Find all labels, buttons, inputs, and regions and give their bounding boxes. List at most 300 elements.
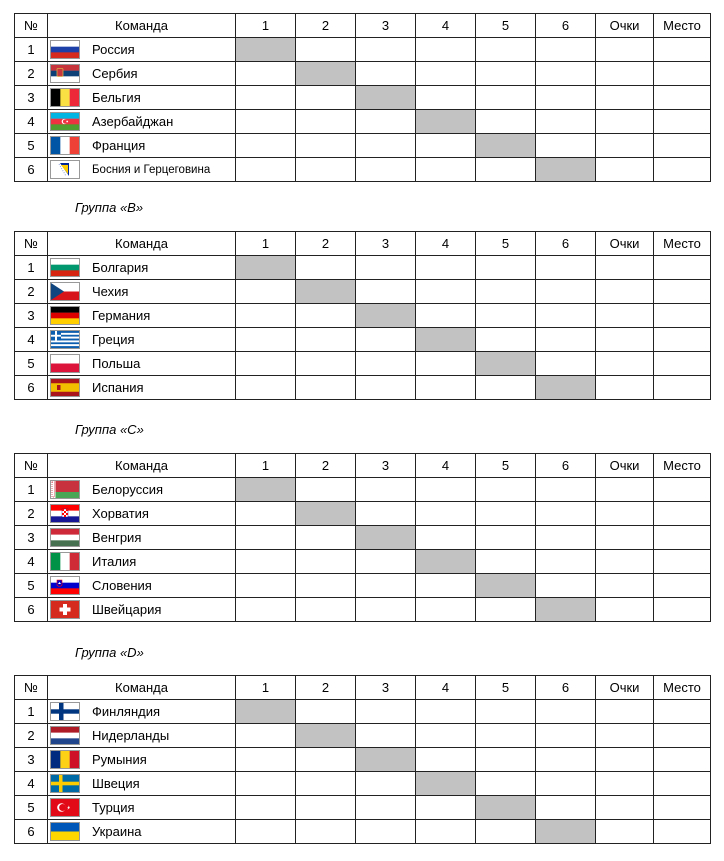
result-cell[interactable] [236, 598, 296, 622]
points-cell[interactable] [596, 304, 654, 328]
points-cell[interactable] [596, 724, 654, 748]
header-opponent-col: 6 [536, 676, 596, 700]
header-opponent-col: 5 [476, 232, 536, 256]
result-cell[interactable] [296, 598, 356, 622]
team-cell-content [50, 352, 235, 375]
points-cell[interactable] [596, 820, 654, 844]
points-cell[interactable] [596, 478, 654, 502]
result-cell[interactable] [356, 772, 416, 796]
team-cell [48, 598, 236, 622]
team-number: 5 [15, 796, 48, 820]
points-cell[interactable] [596, 550, 654, 574]
team-cell-content [50, 304, 235, 327]
team-number: 5 [15, 134, 48, 158]
result-cell[interactable] [296, 256, 356, 280]
header-opponent-col: 3 [356, 14, 416, 38]
result-cell[interactable] [416, 478, 476, 502]
place-cell[interactable] [654, 134, 711, 158]
team-number: 3 [15, 304, 48, 328]
self-match-cell [416, 328, 476, 352]
team-cell-content [50, 280, 235, 303]
header-opponent-col: 4 [416, 676, 476, 700]
result-cell[interactable] [536, 478, 596, 502]
result-cell[interactable] [296, 38, 356, 62]
result-cell[interactable] [536, 304, 596, 328]
table-row [15, 62, 711, 86]
result-cell[interactable] [536, 256, 596, 280]
self-match-cell [536, 376, 596, 400]
netherlands-flag-icon [50, 726, 80, 745]
result-cell[interactable] [536, 772, 596, 796]
result-cell[interactable] [536, 328, 596, 352]
team-name: Украина [92, 824, 142, 839]
result-cell[interactable] [476, 86, 536, 110]
result-cell[interactable] [416, 304, 476, 328]
result-cell[interactable] [476, 376, 536, 400]
header-opponent-col: 5 [476, 14, 536, 38]
team-cell [48, 352, 236, 376]
place-cell[interactable] [654, 574, 711, 598]
result-cell[interactable] [476, 304, 536, 328]
result-cell[interactable] [296, 328, 356, 352]
result-cell[interactable] [356, 38, 416, 62]
table-row [15, 256, 711, 280]
result-cell[interactable] [476, 724, 536, 748]
header-team: Команда [48, 232, 236, 256]
result-cell[interactable] [356, 352, 416, 376]
place-cell[interactable] [654, 328, 711, 352]
result-cell[interactable] [476, 820, 536, 844]
points-cell[interactable] [596, 328, 654, 352]
result-cell[interactable] [236, 724, 296, 748]
team-cell-content [50, 796, 235, 819]
result-cell[interactable] [236, 820, 296, 844]
points-cell[interactable] [596, 110, 654, 134]
header-opponent-col: 2 [296, 14, 356, 38]
team-number: 3 [15, 86, 48, 110]
team-number: 1 [15, 478, 48, 502]
points-cell[interactable] [596, 280, 654, 304]
result-cell[interactable] [476, 280, 536, 304]
result-cell[interactable] [296, 376, 356, 400]
points-cell[interactable] [596, 62, 654, 86]
table-row [15, 158, 711, 182]
table-header-row [15, 232, 711, 256]
result-cell[interactable] [296, 86, 356, 110]
team-name: Чехия [92, 284, 129, 299]
result-cell[interactable] [236, 526, 296, 550]
result-cell[interactable] [476, 256, 536, 280]
result-cell[interactable] [476, 38, 536, 62]
header-num: № [15, 14, 48, 38]
result-cell[interactable] [236, 796, 296, 820]
team-cell [48, 550, 236, 574]
team-cell-content [50, 110, 235, 133]
result-cell[interactable] [296, 796, 356, 820]
result-cell[interactable] [296, 526, 356, 550]
place-cell[interactable] [654, 502, 711, 526]
team-cell [48, 110, 236, 134]
place-cell[interactable] [654, 796, 711, 820]
team-cell-content [50, 526, 235, 549]
place-cell[interactable] [654, 38, 711, 62]
table-row [15, 550, 711, 574]
result-cell[interactable] [236, 134, 296, 158]
team-cell-content [50, 134, 235, 157]
result-cell[interactable] [536, 280, 596, 304]
result-cell[interactable] [296, 158, 356, 182]
self-match-cell [296, 62, 356, 86]
team-name: Словения [92, 578, 152, 593]
result-cell[interactable] [356, 158, 416, 182]
hungary-flag-icon [50, 528, 80, 547]
team-cell [48, 502, 236, 526]
result-cell[interactable] [296, 352, 356, 376]
belgium-flag-icon [50, 88, 80, 107]
group-table [14, 453, 711, 622]
header-opponent-col: 2 [296, 676, 356, 700]
points-cell[interactable] [596, 796, 654, 820]
team-number: 6 [15, 158, 48, 182]
place-cell[interactable] [654, 304, 711, 328]
header-opponent-col: 4 [416, 454, 476, 478]
points-cell[interactable] [596, 526, 654, 550]
result-cell[interactable] [416, 748, 476, 772]
result-cell[interactable] [356, 724, 416, 748]
team-cell-content [50, 748, 235, 771]
place-cell[interactable] [654, 158, 711, 182]
result-cell[interactable] [416, 280, 476, 304]
place-cell[interactable] [654, 280, 711, 304]
result-cell[interactable] [236, 110, 296, 134]
result-cell[interactable] [296, 700, 356, 724]
points-cell[interactable] [596, 352, 654, 376]
points-cell[interactable] [596, 376, 654, 400]
team-number: 2 [15, 502, 48, 526]
result-cell[interactable] [536, 110, 596, 134]
place-cell[interactable] [654, 376, 711, 400]
points-cell[interactable] [596, 38, 654, 62]
slovenia-flag-icon [50, 576, 80, 595]
result-cell[interactable] [356, 598, 416, 622]
header-opponent-col: 4 [416, 14, 476, 38]
group-title: Группа «B» [75, 200, 144, 215]
place-cell[interactable] [654, 820, 711, 844]
header-opponent-col: 2 [296, 454, 356, 478]
self-match-cell [416, 550, 476, 574]
place-cell[interactable] [654, 62, 711, 86]
result-cell[interactable] [416, 376, 476, 400]
team-cell [48, 700, 236, 724]
team-name: Бельгия [92, 90, 141, 105]
team-cell [48, 256, 236, 280]
self-match-cell [536, 158, 596, 182]
result-cell[interactable] [356, 700, 416, 724]
result-cell[interactable] [236, 550, 296, 574]
header-place: Место [654, 14, 711, 38]
header-opponent-col: 5 [476, 676, 536, 700]
header-num: № [15, 676, 48, 700]
team-name: Греция [92, 332, 135, 347]
result-cell[interactable] [356, 62, 416, 86]
team-cell [48, 304, 236, 328]
team-cell [48, 158, 236, 182]
result-cell[interactable] [416, 700, 476, 724]
place-cell[interactable] [654, 256, 711, 280]
points-cell[interactable] [596, 574, 654, 598]
result-cell[interactable] [476, 700, 536, 724]
result-cell[interactable] [476, 502, 536, 526]
result-cell[interactable] [476, 748, 536, 772]
self-match-cell [536, 820, 596, 844]
result-cell[interactable] [536, 550, 596, 574]
team-cell [48, 820, 236, 844]
result-cell[interactable] [356, 820, 416, 844]
header-opponent-col: 3 [356, 454, 416, 478]
result-cell[interactable] [236, 158, 296, 182]
belarus-flag-icon [50, 480, 80, 499]
result-cell[interactable] [536, 352, 596, 376]
result-cell[interactable] [416, 38, 476, 62]
table-row [15, 700, 711, 724]
team-cell-content [50, 38, 235, 61]
team-name: Румыния [92, 752, 147, 767]
result-cell[interactable] [236, 62, 296, 86]
result-cell[interactable] [236, 304, 296, 328]
self-match-cell [356, 304, 416, 328]
result-cell[interactable] [296, 550, 356, 574]
result-cell[interactable] [236, 502, 296, 526]
result-cell[interactable] [236, 328, 296, 352]
table-row [15, 526, 711, 550]
result-cell[interactable] [416, 574, 476, 598]
croatia-flag-icon [50, 504, 80, 523]
place-cell[interactable] [654, 748, 711, 772]
team-cell [48, 526, 236, 550]
table-row [15, 724, 711, 748]
team-number: 1 [15, 700, 48, 724]
result-cell[interactable] [476, 478, 536, 502]
result-cell[interactable] [356, 280, 416, 304]
result-cell[interactable] [536, 86, 596, 110]
team-number: 3 [15, 526, 48, 550]
points-cell[interactable] [596, 134, 654, 158]
team-cell-content [50, 478, 235, 501]
team-number: 2 [15, 280, 48, 304]
result-cell[interactable] [296, 478, 356, 502]
team-cell [48, 748, 236, 772]
header-opponent-col: 6 [536, 232, 596, 256]
team-cell-content [50, 700, 235, 723]
result-cell[interactable] [296, 574, 356, 598]
place-cell[interactable] [654, 598, 711, 622]
team-number: 1 [15, 256, 48, 280]
self-match-cell [236, 38, 296, 62]
result-cell[interactable] [416, 502, 476, 526]
result-cell[interactable] [236, 352, 296, 376]
team-number: 4 [15, 550, 48, 574]
result-cell[interactable] [416, 796, 476, 820]
team-cell-content [50, 328, 235, 351]
team-cell-content [50, 772, 235, 795]
team-name: Польша [92, 356, 141, 371]
points-cell[interactable] [596, 598, 654, 622]
result-cell[interactable] [356, 574, 416, 598]
table-row [15, 478, 711, 502]
result-cell[interactable] [356, 376, 416, 400]
result-cell[interactable] [476, 158, 536, 182]
result-cell[interactable] [236, 748, 296, 772]
result-cell[interactable] [296, 748, 356, 772]
result-cell[interactable] [476, 772, 536, 796]
team-cell-content [50, 598, 235, 621]
team-cell [48, 38, 236, 62]
poland-flag-icon [50, 354, 80, 373]
points-cell[interactable] [596, 700, 654, 724]
result-cell[interactable] [296, 772, 356, 796]
team-cell [48, 134, 236, 158]
team-name: Германия [92, 308, 151, 323]
team-cell-content [50, 62, 235, 85]
header-opponent-col: 5 [476, 454, 536, 478]
group-title: Группа «C» [75, 422, 144, 437]
table-row [15, 280, 711, 304]
team-name: Босния и Герцеговина [92, 163, 211, 176]
result-cell[interactable] [356, 478, 416, 502]
header-opponent-col: 1 [236, 676, 296, 700]
result-cell[interactable] [536, 62, 596, 86]
team-cell [48, 280, 236, 304]
result-cell[interactable] [476, 62, 536, 86]
place-cell[interactable] [654, 772, 711, 796]
self-match-cell [296, 502, 356, 526]
team-number: 2 [15, 724, 48, 748]
result-cell[interactable] [416, 86, 476, 110]
result-cell[interactable] [296, 820, 356, 844]
result-cell[interactable] [356, 796, 416, 820]
group-table [14, 675, 711, 844]
table-row [15, 376, 711, 400]
result-cell[interactable] [476, 110, 536, 134]
points-cell[interactable] [596, 772, 654, 796]
result-cell[interactable] [416, 352, 476, 376]
result-cell[interactable] [416, 598, 476, 622]
team-cell-content [50, 86, 235, 109]
result-cell[interactable] [296, 304, 356, 328]
place-cell[interactable] [654, 550, 711, 574]
team-number: 2 [15, 62, 48, 86]
result-cell[interactable] [416, 256, 476, 280]
team-name: Финляндия [92, 704, 161, 719]
result-cell[interactable] [476, 598, 536, 622]
spain-flag-icon [50, 378, 80, 397]
table-row [15, 304, 711, 328]
result-cell[interactable] [416, 158, 476, 182]
team-cell-content [50, 376, 235, 399]
table-row [15, 328, 711, 352]
result-cell[interactable] [476, 550, 536, 574]
self-match-cell [236, 700, 296, 724]
self-match-cell [416, 772, 476, 796]
self-match-cell [356, 86, 416, 110]
header-points: Очки [596, 14, 654, 38]
czechia-flag-icon [50, 282, 80, 301]
bulgaria-flag-icon [50, 258, 80, 277]
place-cell[interactable] [654, 352, 711, 376]
result-cell[interactable] [536, 724, 596, 748]
header-opponent-col: 3 [356, 676, 416, 700]
result-cell[interactable] [536, 748, 596, 772]
result-cell[interactable] [536, 574, 596, 598]
result-cell[interactable] [536, 796, 596, 820]
place-cell[interactable] [654, 526, 711, 550]
place-cell[interactable] [654, 724, 711, 748]
result-cell[interactable] [356, 550, 416, 574]
table-row [15, 110, 711, 134]
team-cell [48, 796, 236, 820]
place-cell[interactable] [654, 110, 711, 134]
team-name: Турция [92, 800, 135, 815]
team-cell [48, 86, 236, 110]
result-cell[interactable] [236, 86, 296, 110]
points-cell[interactable] [596, 748, 654, 772]
result-cell[interactable] [536, 526, 596, 550]
result-cell[interactable] [416, 724, 476, 748]
header-opponent-col: 6 [536, 454, 596, 478]
points-cell[interactable] [596, 158, 654, 182]
table-row [15, 748, 711, 772]
result-cell[interactable] [296, 110, 356, 134]
result-cell[interactable] [236, 574, 296, 598]
place-cell[interactable] [654, 700, 711, 724]
result-cell[interactable] [536, 38, 596, 62]
romania-flag-icon [50, 750, 80, 769]
result-cell[interactable] [536, 502, 596, 526]
result-cell[interactable] [356, 328, 416, 352]
self-match-cell [476, 796, 536, 820]
result-cell[interactable] [356, 110, 416, 134]
result-cell[interactable] [536, 700, 596, 724]
place-cell[interactable] [654, 86, 711, 110]
result-cell[interactable] [356, 256, 416, 280]
sweden-flag-icon [50, 774, 80, 793]
result-cell[interactable] [416, 134, 476, 158]
result-cell[interactable] [476, 328, 536, 352]
team-name: Сербия [92, 66, 138, 81]
result-cell[interactable] [536, 134, 596, 158]
group-table [14, 13, 711, 182]
points-cell[interactable] [596, 86, 654, 110]
result-cell[interactable] [236, 376, 296, 400]
result-cell[interactable] [356, 502, 416, 526]
result-cell[interactable] [416, 62, 476, 86]
team-cell [48, 328, 236, 352]
team-number: 6 [15, 820, 48, 844]
result-cell[interactable] [356, 134, 416, 158]
result-cell[interactable] [416, 526, 476, 550]
team-cell-content [50, 550, 235, 573]
team-number: 6 [15, 376, 48, 400]
place-cell[interactable] [654, 478, 711, 502]
result-cell[interactable] [236, 280, 296, 304]
points-cell[interactable] [596, 502, 654, 526]
result-cell[interactable] [476, 526, 536, 550]
result-cell[interactable] [296, 134, 356, 158]
result-cell[interactable] [236, 772, 296, 796]
team-cell-content [50, 574, 235, 597]
points-cell[interactable] [596, 256, 654, 280]
result-cell[interactable] [416, 820, 476, 844]
